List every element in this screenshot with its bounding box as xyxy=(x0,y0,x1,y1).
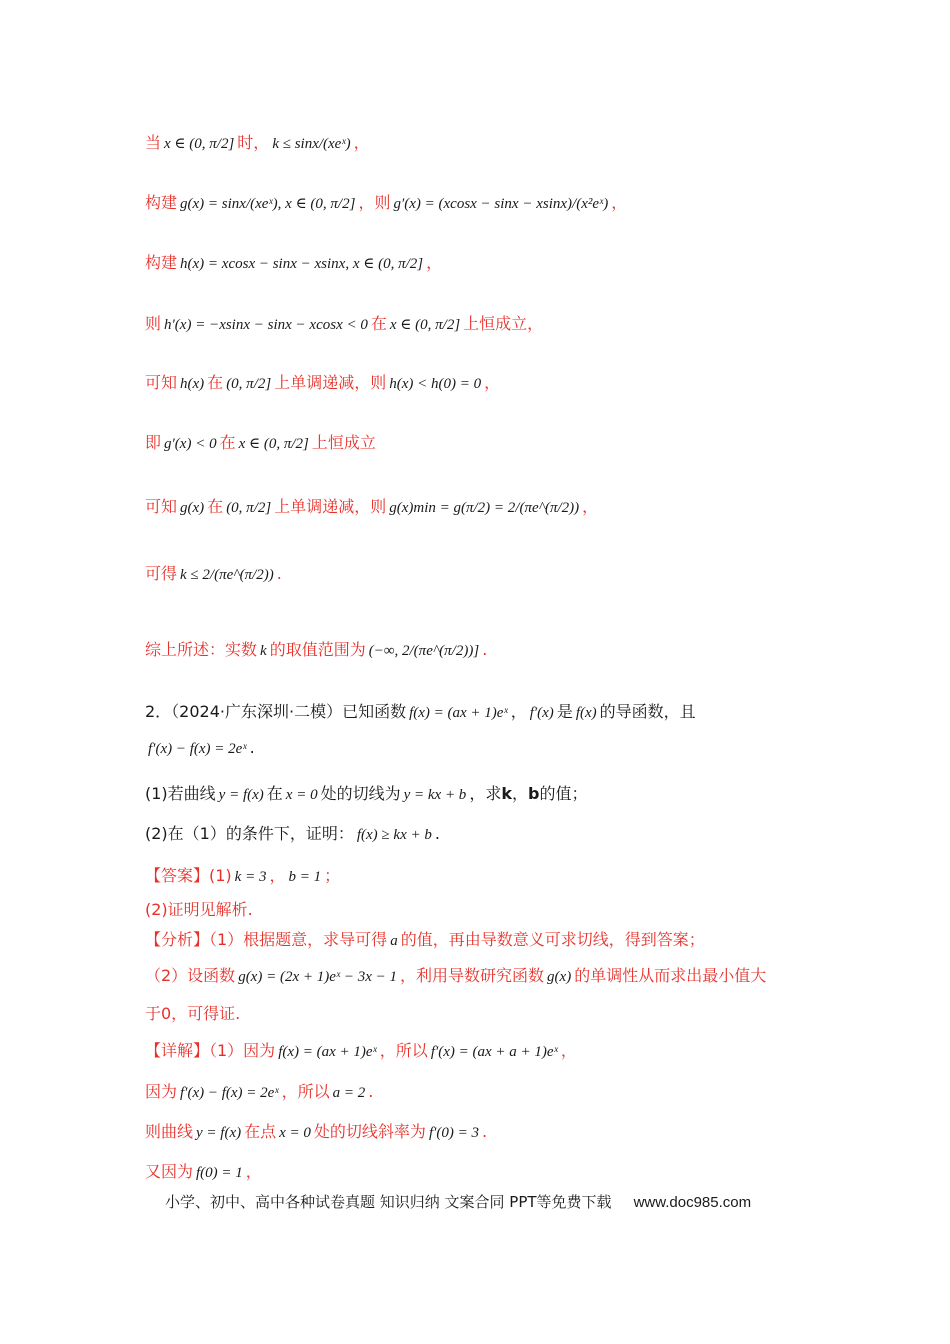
text-segment: 构建 xyxy=(145,253,178,272)
text-segment: (2)证明见解析. xyxy=(145,900,253,919)
math-expression: x ∈ (0, π/2] xyxy=(164,136,235,152)
text-segment: 可得 xyxy=(145,564,178,583)
math-expression: x ∈ (0, π/2] xyxy=(238,436,309,452)
text-line-l21 xyxy=(145,1119,487,1142)
text-segment: 在 xyxy=(370,314,387,333)
text-line-l12 xyxy=(145,781,587,804)
text-segment: . xyxy=(249,738,255,757)
text-segment: 处的切线斜率为 xyxy=(313,1122,426,1141)
text-segment: 在 xyxy=(207,373,224,392)
math-expression: (0, π/2] xyxy=(226,500,272,516)
text-segment: . xyxy=(482,640,488,659)
math-expression: h(x) = xcosx − sinx − xsinx, x ∈ (0, π/2] xyxy=(180,256,424,272)
math-expression: b = 1 xyxy=(288,869,322,885)
math-expression: g′(x) = (xcosx − sinx − xsinx)/(x²eˣ) xyxy=(393,196,609,212)
text-segment: 于0，可得证. xyxy=(145,1004,241,1023)
math-expression: f(x) = (ax + 1)eˣ xyxy=(409,705,508,721)
math-expression: x ∈ (0, π/2] xyxy=(389,317,461,333)
text-line-l16 xyxy=(145,927,705,950)
math-expression: x = 0 xyxy=(279,1125,311,1141)
text-line-l4 xyxy=(145,311,543,334)
text-line-l8 xyxy=(145,561,282,584)
text-line-l17 xyxy=(145,963,766,986)
math-expression: y = f(x) xyxy=(196,1125,242,1141)
math-expression: f′(x) − f(x) = 2eˣ xyxy=(180,1085,279,1101)
math-expression: g(x) = (2x + 1)eˣ − 3x − 1 xyxy=(238,969,398,985)
text-line-l11 xyxy=(145,738,255,758)
text-segment: 在点 xyxy=(244,1122,277,1141)
text-line-l15 xyxy=(145,897,253,920)
math-expression: g(x) = sinx/(xeˣ), x ∈ (0, π/2] xyxy=(180,196,356,212)
math-expression: a xyxy=(390,933,398,949)
text-line-l9 xyxy=(145,637,487,660)
text-line-l22 xyxy=(145,1159,262,1182)
text-segment: 则 xyxy=(145,314,162,333)
text-line-l3 xyxy=(145,250,442,273)
text-line-l1 xyxy=(145,130,370,153)
math-expression: f(x) ≥ kx + b xyxy=(356,827,432,843)
math-expression: f(x) xyxy=(575,705,597,721)
text-segment: . xyxy=(368,1082,374,1101)
text-segment: ， xyxy=(582,497,599,516)
text-line-l13 xyxy=(145,821,440,844)
math-expression: y = kx + b xyxy=(403,787,467,803)
text-segment: 的导函数，且 xyxy=(599,702,696,721)
text-segment: 时， xyxy=(237,133,270,152)
text-segment: 的值； xyxy=(539,784,588,803)
math-expression: f′(x) − f(x) = 2eˣ xyxy=(148,741,247,757)
footer-text: 小学、初中、高中各种试卷真题 知识归纳 文案合同 PPT等免费下载 xyxy=(165,1193,612,1211)
text-segment: ； xyxy=(324,866,341,885)
math-expression: (−∞, 2/(πe^(π/2))] xyxy=(368,643,480,659)
text-segment: ，利用导数研究函数 xyxy=(400,966,545,985)
text-segment: (2)在（1）的条件下，证明： xyxy=(145,824,354,843)
text-line-l2 xyxy=(145,190,627,213)
text-line-l6 xyxy=(145,430,376,453)
text-segment: 即 xyxy=(145,433,162,452)
text-line-l14 xyxy=(145,863,340,886)
text-segment: 在 xyxy=(219,433,236,452)
text-segment: 处的切线为 xyxy=(320,784,401,803)
text-segment: ， xyxy=(353,133,370,152)
text-segment: ， xyxy=(426,253,443,272)
text-segment: 又因为 xyxy=(145,1162,194,1181)
math-expression: k = 3 xyxy=(234,869,267,885)
text-line-l5 xyxy=(145,370,500,393)
text-segment: (1)若曲线 xyxy=(145,784,216,803)
text-segment: 上恒成立， xyxy=(463,314,544,333)
text-segment: ， xyxy=(269,866,286,885)
math-expression: k ≤ 2/(πe^(π/2)) xyxy=(180,567,274,583)
math-expression: x = 0 xyxy=(285,787,318,803)
text-segment: ， xyxy=(511,784,528,803)
math-expression: f′(0) = 3 xyxy=(428,1125,479,1141)
text-line-l19 xyxy=(145,1038,577,1061)
text-segment: ， xyxy=(245,1162,262,1181)
math-expression: y = f(x) xyxy=(218,787,264,803)
text-segment: 【答案】(1) xyxy=(145,866,232,885)
math-expression: k xyxy=(260,643,267,659)
math-expression: g(x) xyxy=(180,500,205,516)
text-segment: 上恒成立 xyxy=(311,433,376,452)
math-expression: g(x)min = g(π/2) = 2/(πe^(π/2)) xyxy=(389,500,580,516)
math-expression: f(0) = 1 xyxy=(196,1165,243,1181)
text-segment: 的取值范围为 xyxy=(269,640,366,659)
text-segment: k xyxy=(501,784,512,803)
math-expression: g′(x) < 0 xyxy=(164,436,217,452)
text-segment: ， xyxy=(611,193,628,212)
text-line-l20 xyxy=(145,1079,373,1102)
text-segment: 2．（2024·广东深圳·二模）已知函数 xyxy=(145,702,407,721)
text-line-l7 xyxy=(145,494,598,517)
text-segment: 当 xyxy=(145,133,162,152)
text-segment: ， xyxy=(510,702,527,721)
text-segment: . xyxy=(276,564,282,583)
text-segment: . xyxy=(434,824,440,843)
text-segment: 构建 xyxy=(145,193,178,212)
text-segment: 在 xyxy=(207,497,224,516)
text-segment: 因为 xyxy=(145,1082,178,1101)
text-segment: ，求 xyxy=(469,784,502,803)
math-expression: h(x) < h(0) = 0 xyxy=(389,376,482,392)
text-segment: 【详解】（1）因为 xyxy=(145,1041,276,1060)
text-segment: 可知 xyxy=(145,373,178,392)
text-segment: ，所以 xyxy=(379,1041,428,1060)
text-segment: ， xyxy=(560,1041,577,1060)
text-segment: 上单调递减，则 xyxy=(274,373,387,392)
text-segment: 的单调性从而求出最小值大 xyxy=(574,966,767,985)
text-segment: ， xyxy=(484,373,501,392)
text-segment: 综上所述：实数 xyxy=(145,640,258,659)
text-segment: 在 xyxy=(266,784,283,803)
text-segment: ，所以 xyxy=(281,1082,330,1101)
text-segment: ，则 xyxy=(358,193,391,212)
math-expression: k ≤ sinx/(xeˣ) xyxy=(272,136,351,152)
text-segment: 是 xyxy=(556,702,573,721)
text-segment: b xyxy=(527,784,540,803)
math-expression: h′(x) = −xsinx − sinx − xcosx < 0 xyxy=(164,317,368,333)
math-expression: f(x) = (ax + 1)eˣ xyxy=(278,1044,377,1060)
math-expression: h(x) xyxy=(180,376,205,392)
text-segment: 可知 xyxy=(145,497,178,516)
text-segment: 【分析】（1）根据题意，求导可得 xyxy=(145,930,388,949)
math-expression: (0, π/2] xyxy=(226,376,272,392)
math-expression: f′(x) xyxy=(529,705,554,721)
math-expression: g(x) xyxy=(547,969,572,985)
text-segment: 则曲线 xyxy=(145,1122,194,1141)
math-expression: a = 2 xyxy=(332,1085,366,1101)
text-line-l18 xyxy=(145,1001,240,1024)
text-segment: 的值，再由导数意义可求切线，得到答案； xyxy=(400,930,705,949)
text-segment: 上单调递减，则 xyxy=(274,497,387,516)
math-expression: f′(x) = (ax + a + 1)eˣ xyxy=(430,1044,558,1060)
text-line-l10 xyxy=(145,699,696,722)
text-segment: . xyxy=(482,1122,488,1141)
page-footer xyxy=(165,1191,751,1212)
text-segment: （2）设函数 xyxy=(145,966,236,985)
footer-url[interactable]: www.doc985.com xyxy=(633,1194,752,1211)
